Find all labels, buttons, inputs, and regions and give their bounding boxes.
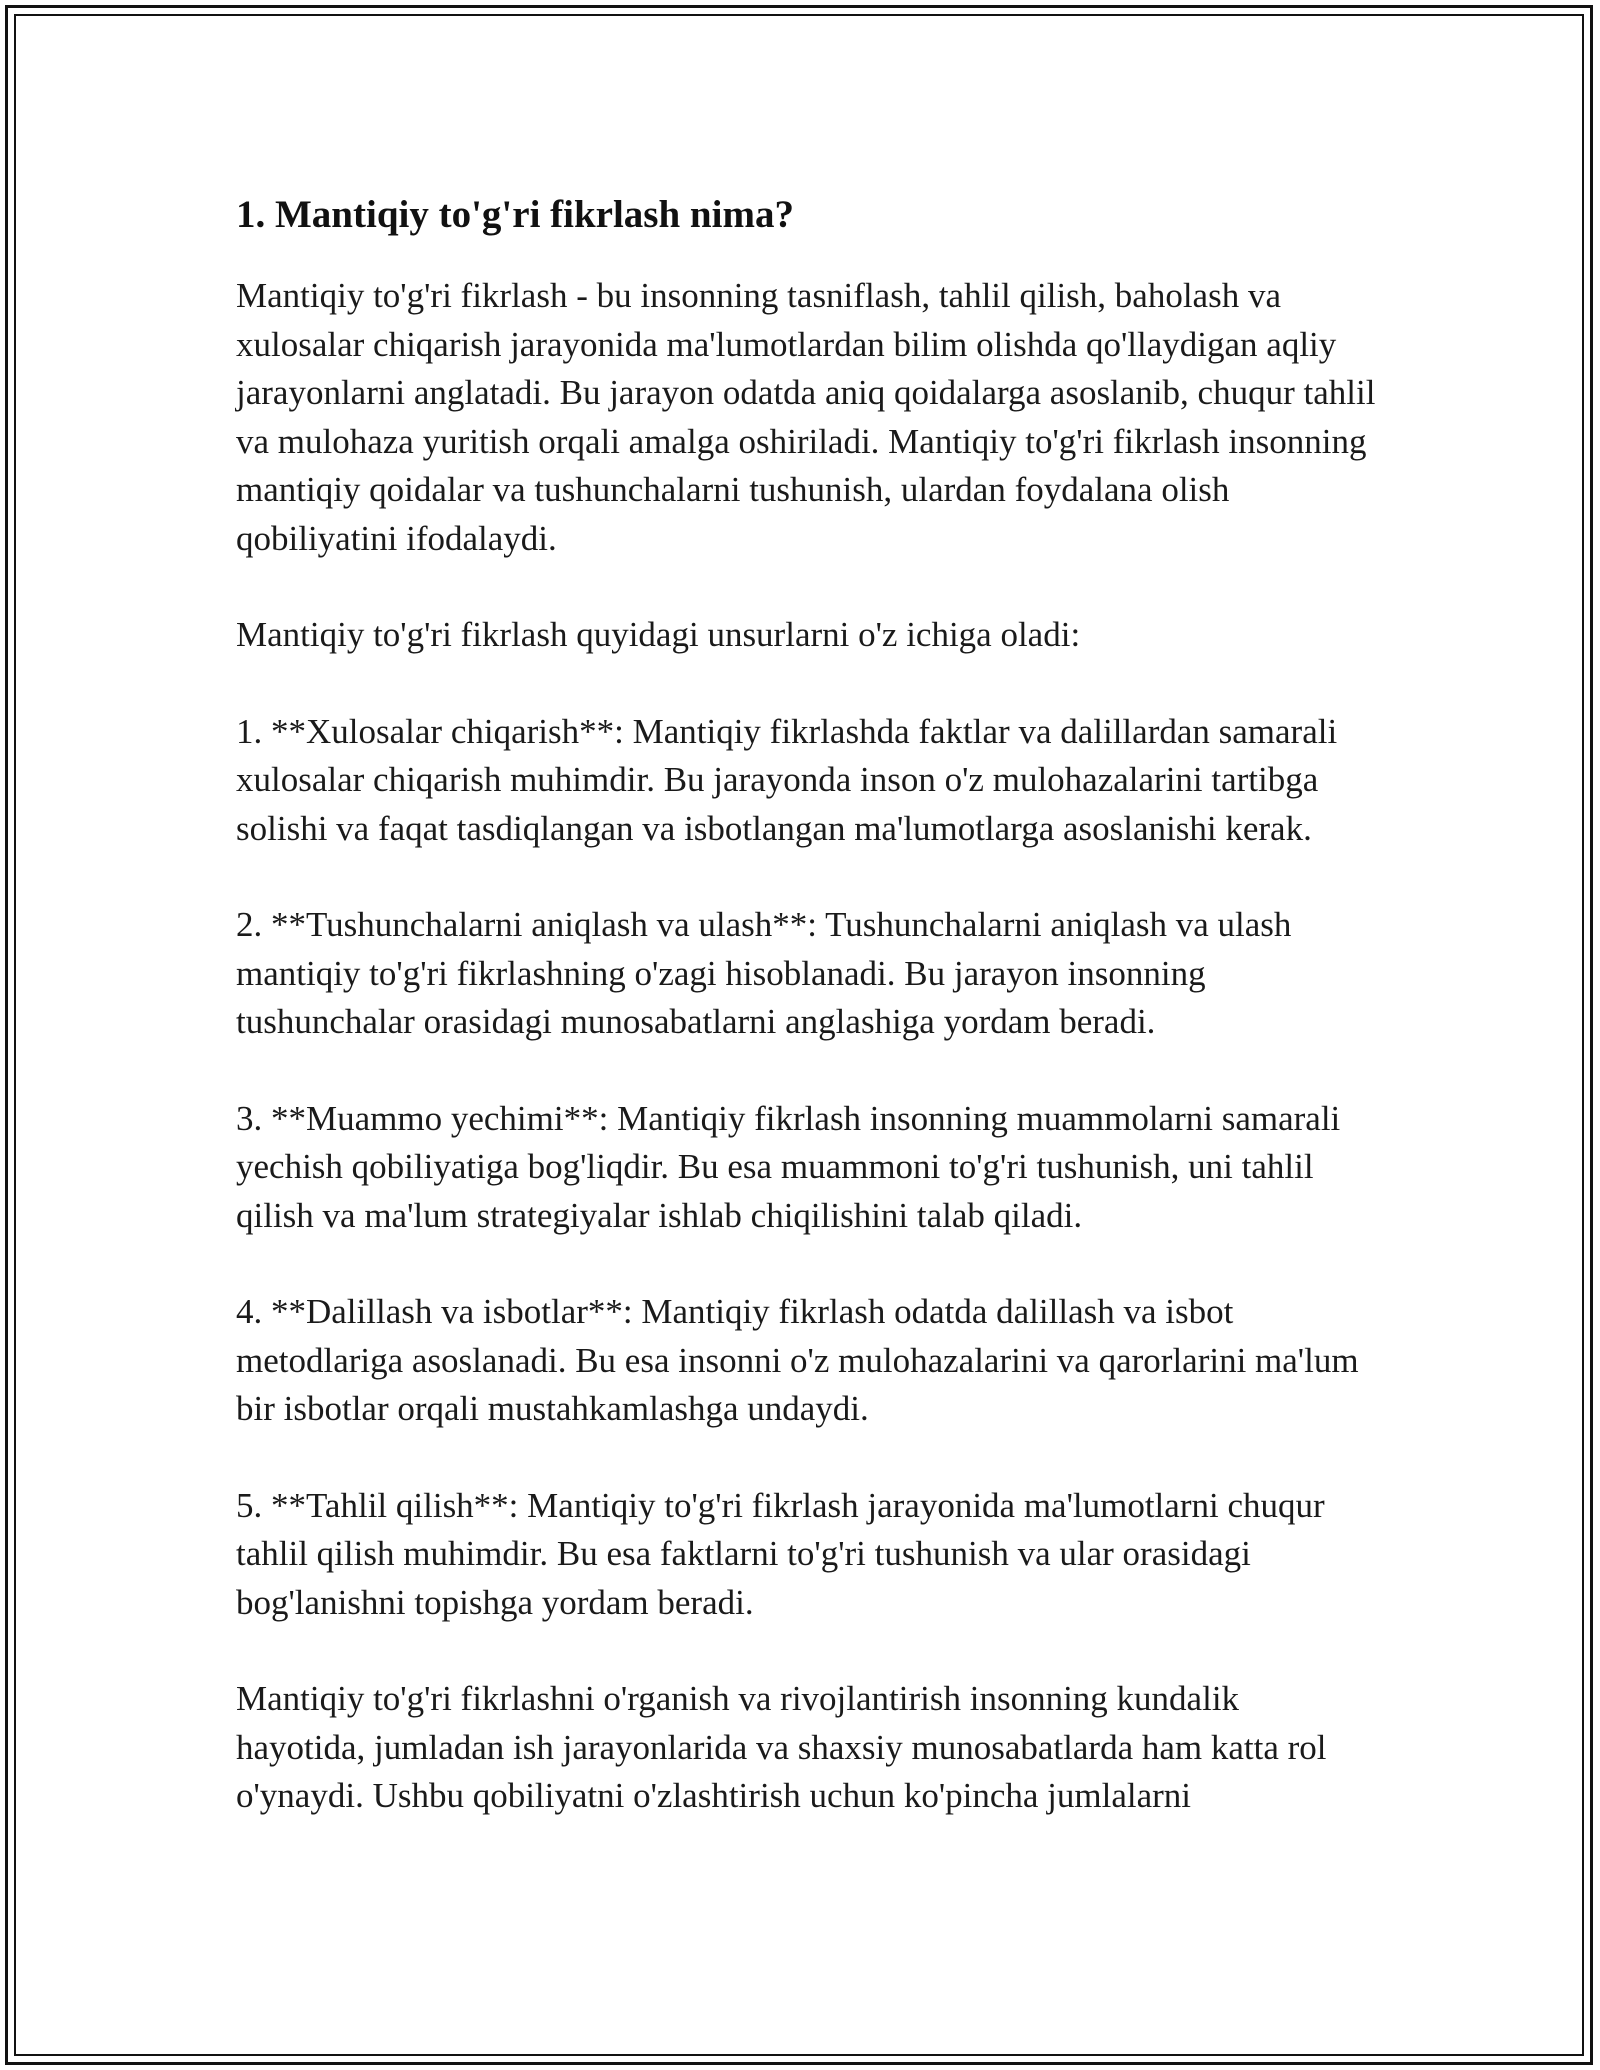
list-item-problem-solving: 3. **Muammo yechimi**: Mantiqiy fikrlash insonning muammolarni samarali yechish qobiliyatiga bog'liqdir. Bu esa muammoni to'g'ri tushunish, uni tahlil qilish va ma'lum strategiyalar ishlab chiqilishini talab qiladi.	[236, 1098, 1341, 1235]
closing-paragraph: Mantiqiy to'g'ri fikrlashni o'rganish va rivojlantirish insonning kundalik hayotida, jumladan ish jarayonlarida va shaxsiy munosabatlarda ham katta rol o'ynaydi. Ushbu qobiliyatni o'zlashtirish uchun ko'pincha jumlalarni	[236, 1679, 1327, 1815]
list-item-proofs: 4. **Dalillash va isbotlar**: Mantiqiy fikrlash odatda dalillash va isbot metodlariga asoslanadi. Bu esa insonni o'z mulohazalarini va qarorlarini ma'lum bir isbotlar orqali mustahkamlashga undaydi.	[236, 1292, 1359, 1428]
intro-paragraph: Mantiqiy to'g'ri fikrlash - bu insonning tasniflash, tahlil qilish, baholash va xulosalar chiqarish jarayonida ma'lumotlardan bilim olishda qo'llaydigan aqliy jarayonlarni anglatadi. Bu jarayon odatda aniq qoidalarga asoslanib, chuqur tahlil va mulohaza yuritish orqali amalga oshiriladi. Mantiqiy to'g'ri fikrlash insonning mantiqiy qoidalar va tushunchalarni tushunish, ulardan foydalana olish qobiliyatini ifodalaydi.	[236, 276, 1376, 558]
section-heading: 1. Mantiqiy to'g'ri fikrlash nima?	[236, 193, 794, 236]
elements-intro-paragraph: Mantiqiy to'g'ri fikrlash quyidagi unsurlarni o'z ichiga oladi:	[236, 615, 1081, 654]
list-item-conclusions: 1. **Xulosalar chiqarish**: Mantiqiy fikrlashda faktlar va dalillardan samarali xulosalar chiqarish muhimdir. Bu jarayonda inson o'z mulohazalarini tartibga solishi va faqat tasdiqlangan va isbotlangan ma'lumotlarga asoslanishi kerak.	[236, 711, 1338, 848]
list-item-concepts: 2. **Tushunchalarni aniqlash va ulash**: Tushunchalarni aniqlash va ulash mantiqiy to'g'ri fikrlashning o'zagi hisoblanadi. Bu jarayon insonning tushunchalar orasidagi munosabatlarni anglashiga yordam beradi.	[236, 905, 1292, 1041]
list-item-analysis: 5. **Tahlil qilish**: Mantiqiy to'g'ri fikrlash jarayonida ma'lumotlarni chuqur tahlil qilish muhimdir. Bu esa faktlarni to'g'ri tushunish va ular orasidagi bog'lanishni topishga yordam beradi.	[236, 1485, 1325, 1622]
document-body	[236, 180, 1376, 1821]
